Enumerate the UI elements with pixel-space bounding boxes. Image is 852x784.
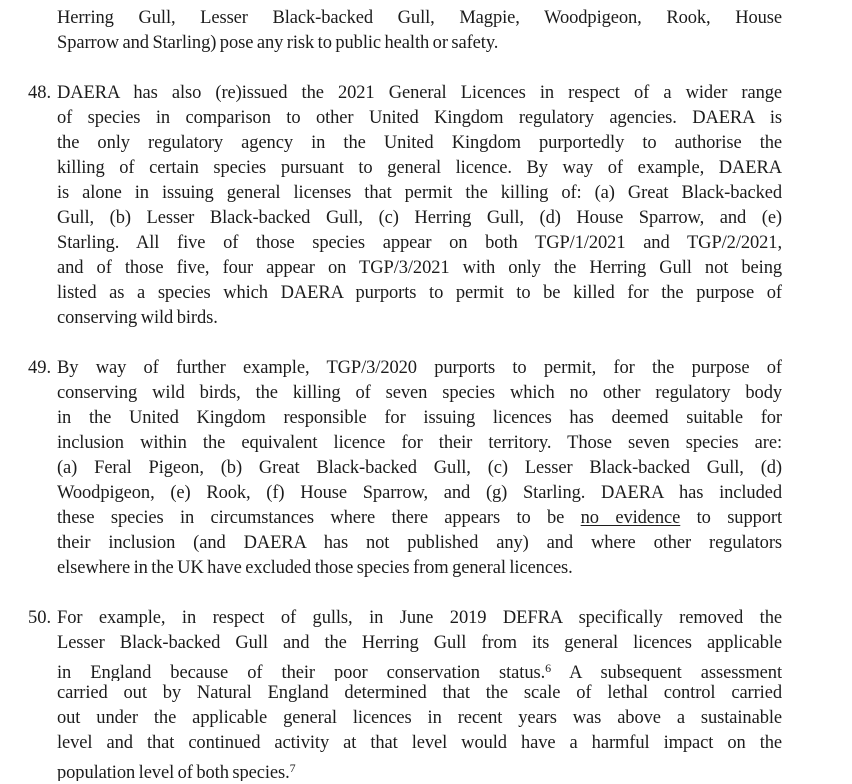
- text-line: [57, 681, 782, 706]
- text-segment: the only regulatory agency in the United Kingdom purportedly to authorise the: [57, 133, 782, 153]
- text-segment: Gull, (b) Lesser Black-backed Gull, (c) Herring Gull, (d) House Sparrow, and (e): [57, 208, 782, 228]
- text-segment: in the United Kingdom responsible for issuing licences has deemed suitable for: [57, 408, 782, 428]
- text-line: [57, 431, 782, 456]
- text-line: [57, 406, 782, 431]
- text-segment: and of those five, four appear on TGP/3/2021 with only the Herring Gull not being: [57, 258, 782, 278]
- text-segment: Herring Gull, Lesser Black-backed Gull, Magpie, Woodpigeon, Rook, House: [57, 8, 782, 28]
- text-segment: out under the applicable general licences in recent years was above a sustainable: [57, 708, 782, 728]
- footnote-reference: 7: [289, 761, 296, 775]
- text-line: [57, 381, 782, 406]
- text-line: [57, 481, 782, 506]
- text-segment: conserving wild birds, the killing of seven species which no other regulatory body: [57, 383, 782, 403]
- text-line: [57, 556, 782, 581]
- text-line: [57, 731, 782, 756]
- text-line: [57, 356, 782, 381]
- text-segment: their inclusion (and DAERA has not published any) and where other regulators: [57, 533, 782, 553]
- text-segment: DAERA has also (re)issued the 2021 General Licences in respect of a wider range: [57, 83, 782, 103]
- text-line: [57, 281, 782, 306]
- text-segment: Sparrow and Starling) pose any risk to public health or safety.: [57, 33, 499, 53]
- text-line: [57, 156, 782, 181]
- text-segment: Starling. All five of those species appear on both TGP/1/2021 and TGP/2/2021,: [57, 233, 782, 253]
- text-segment: (a) Feral Pigeon, (b) Great Black-backed Gull, (c) Lesser Black-backed Gull, (d): [57, 458, 782, 478]
- text-line: [57, 656, 782, 681]
- text-segment: killing of certain species pursuant to general licence. By way of example, DAERA: [57, 158, 782, 178]
- text-line: [57, 631, 782, 656]
- text-line: [57, 181, 782, 206]
- text-line: [57, 31, 782, 56]
- text-line: [57, 106, 782, 131]
- text-line: [57, 531, 782, 556]
- text-segment: For example, in respect of gulls, in June 2019 DEFRA specifically removed the: [57, 608, 782, 628]
- paragraph-number: 49.: [28, 358, 52, 378]
- text-segment: in England because of their poor conservation status.: [57, 663, 546, 681]
- text-line: [57, 456, 782, 481]
- text-segment: inclusion within the equivalent licence for their territory. Those seven species are:: [57, 433, 782, 453]
- text-line: [57, 506, 782, 531]
- text-line: [57, 81, 782, 106]
- underlined-text: no evidence: [580, 508, 681, 528]
- text-segment: listed as a species which DAERA purports to permit to be killed for the purpose of: [57, 283, 782, 303]
- text-segment: A subsequent assessment: [551, 663, 782, 681]
- text-line: [57, 306, 782, 331]
- text-segment: level and that continued activity at that level would have a harmful impact on the: [57, 733, 782, 753]
- text-segment: carried out by Natural England determined that the scale of lethal control carried: [57, 683, 782, 703]
- text-segment: Lesser Black-backed Gull and the Herring Gull from its general licences applicable: [57, 633, 782, 653]
- document-body: [28, 6, 782, 781]
- text-line: [57, 756, 782, 781]
- text-segment: conserving wild birds.: [57, 308, 218, 328]
- text-line: [57, 706, 782, 731]
- text-segment: Woodpigeon, (e) Rook, (f) House Sparrow, and (g) Starling. DAERA has included: [57, 483, 782, 503]
- text-segment: elsewhere in the UK have excluded those species from general licences.: [57, 558, 573, 578]
- paragraph-number: 48.: [28, 83, 52, 103]
- text-segment: is alone in issuing general licenses that permit the killing of: (a) Great Black-backed: [57, 183, 782, 203]
- footnote-reference: 6: [545, 661, 552, 675]
- text-line: [57, 131, 782, 156]
- text-line: [57, 256, 782, 281]
- paragraph-number: 50.: [28, 608, 52, 628]
- text-segment: to support: [680, 508, 782, 528]
- text-line: [57, 231, 782, 256]
- text-segment: By way of further example, TGP/3/2020 purports to permit, for the purpose of: [57, 358, 782, 378]
- paragraph-50: [28, 606, 782, 781]
- text-line: [57, 206, 782, 231]
- text-segment: these species in circumstances where there appears to be: [57, 508, 581, 528]
- text-line: [57, 606, 782, 631]
- text-segment: population level of both species.: [57, 763, 290, 781]
- paragraph-48: [28, 81, 782, 331]
- paragraph-continuation: [57, 6, 782, 56]
- text-segment: of species in comparison to other United Kingdom regulatory agencies. DAERA is: [57, 108, 782, 128]
- text-line: [57, 6, 782, 31]
- paragraph-49: [28, 356, 782, 581]
